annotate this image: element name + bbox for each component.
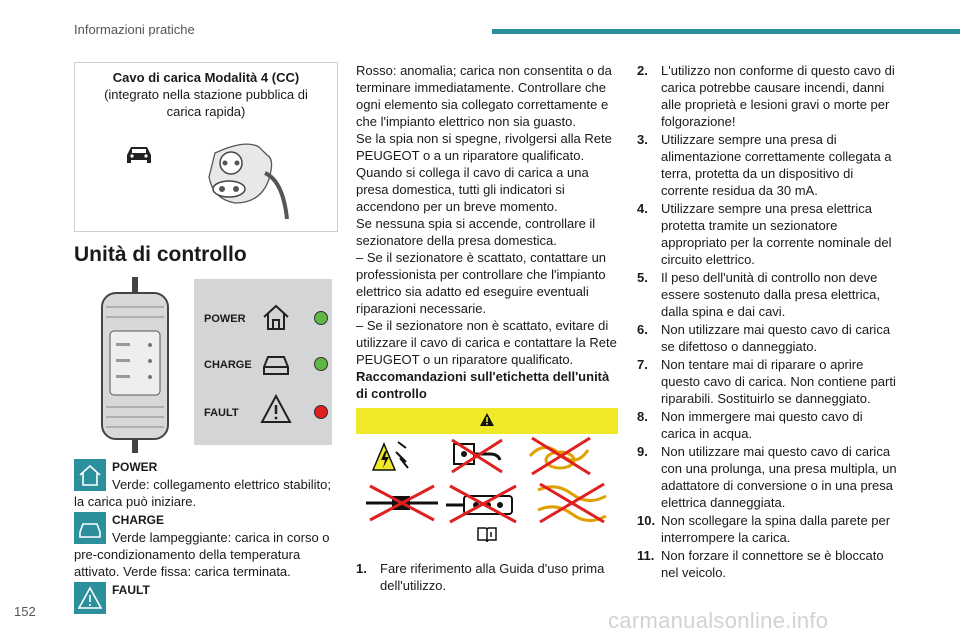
warning-icon bbox=[260, 393, 292, 425]
list-item bbox=[637, 269, 899, 320]
list-item bbox=[637, 200, 899, 268]
item-number: 3. bbox=[637, 132, 648, 147]
indicator-panel bbox=[194, 279, 332, 445]
label-warning-panel bbox=[356, 408, 618, 546]
item-number: 7. bbox=[637, 357, 648, 372]
fault-led bbox=[314, 405, 328, 419]
list-item bbox=[637, 443, 899, 511]
item-number: 9. bbox=[637, 444, 648, 459]
car-icon bbox=[260, 347, 292, 379]
home-icon bbox=[260, 301, 292, 333]
legend-text: Verde lampeggiante: carica in corso o pre-condizionamento della temperatura attivato. Verde fissa: carica terminata. bbox=[74, 530, 330, 579]
item-number: 4. bbox=[637, 201, 648, 216]
panel-label-charge: CHARGE bbox=[204, 359, 252, 371]
legend-title: FAULT bbox=[112, 583, 150, 597]
list-item bbox=[637, 512, 899, 546]
recommendations-list bbox=[637, 62, 899, 581]
fault-indicator-row bbox=[204, 391, 332, 427]
recommendations-list bbox=[356, 560, 620, 594]
warning-icon bbox=[74, 582, 106, 614]
paragraph: Quando si collega il cavo di carica a una presa domestica, tutti gli indicatori si accendono per un breve momento. bbox=[356, 165, 589, 214]
paragraph: Se nessuna spia si accende, controllare il sezionatore della presa domestica. bbox=[356, 216, 596, 248]
item-number: 6. bbox=[637, 322, 648, 337]
legend-charge bbox=[74, 512, 338, 544]
item-text: Il peso dell'unità di controllo non deve essere sostenuto dalla presa elettrica, dalla spina e dai cavi. bbox=[661, 270, 880, 319]
legend-title: POWER bbox=[112, 460, 158, 474]
item-text: Non scollegare la spina dalla parete per interrompere la carica. bbox=[661, 513, 891, 545]
electric-shock-icon bbox=[370, 438, 410, 474]
paragraph: – Se il sezionatore non è scattato, evitare di utilizzare il cavo di carica e contattare la Rete PEUGEOT o un riparatore qualificato. bbox=[356, 318, 617, 367]
item-number: 10. bbox=[637, 513, 656, 528]
item-text: Non immergere mai questo cavo di carica in acqua. bbox=[661, 409, 863, 441]
item-text: Non utilizzare mai questo cavo di carica con una prolunga, una presa multipla, un adattatore di conversione o in una presa elettrica danneggiata. bbox=[661, 444, 897, 510]
no-extension-cable-icon bbox=[362, 484, 442, 522]
panel-label-fault: FAULT bbox=[204, 407, 239, 419]
item-text: L'utilizzo non conforme di questo cavo di carica potrebbe causare incendi, danni alle proprietà e lesioni gravi o morte per folgorazione! bbox=[661, 63, 895, 129]
legend-fault bbox=[74, 582, 338, 614]
charge-indicator-row bbox=[204, 347, 332, 383]
item-text: Utilizzare sempre una presa elettrica protetta tramite un sezionatore appropriato per la corrente nominale del circuito elettrico. bbox=[661, 201, 892, 267]
item-text: Utilizzare sempre una presa di alimentazione correttamente collegata a terra, protetta da un dispositivo di corrente residua da 30 mA. bbox=[661, 132, 892, 198]
manual-book-icon bbox=[476, 526, 498, 544]
label-heading: Raccomandazioni sull'etichetta dell'unità di controllo bbox=[356, 369, 610, 401]
legend-text: Verde: collegamento elettrico stabilito; la carica può iniziare. bbox=[74, 477, 331, 509]
header-title: Informazioni pratiche bbox=[74, 22, 195, 37]
no-tangled-cable-icon bbox=[526, 436, 596, 476]
item-text: Non forzare il connettore se è bloccato nel veicolo. bbox=[661, 548, 884, 580]
list-item bbox=[637, 62, 899, 130]
list-item bbox=[356, 560, 620, 594]
no-water-icon bbox=[446, 438, 508, 474]
control-unit-device-image bbox=[86, 277, 186, 453]
panel-label-power: POWER bbox=[204, 313, 246, 325]
item-number: 5. bbox=[637, 270, 648, 285]
item-text: Fare riferimento alla Guida d'uso prima dell'utilizzo. bbox=[380, 561, 605, 593]
ccs-connector-icon bbox=[195, 133, 295, 225]
no-power-strip-icon bbox=[444, 484, 522, 524]
legend-title: CHARGE bbox=[112, 513, 165, 527]
legend-power bbox=[74, 459, 338, 491]
list-item bbox=[637, 356, 899, 407]
item-number: 1. bbox=[356, 561, 367, 576]
header-accent-bar bbox=[492, 29, 960, 34]
item-number: 2. bbox=[637, 63, 648, 78]
list-item bbox=[637, 321, 899, 355]
pictogram-area bbox=[356, 434, 618, 546]
cable-box-subtitle: (integrato nella stazione pubblica di carica rapida) bbox=[104, 87, 308, 119]
no-damaged-cable-icon bbox=[532, 480, 612, 526]
section-heading: Unità di controllo bbox=[74, 243, 247, 266]
paragraph: Se la spia non si spegne, rivolgersi alla Rete PEUGEOT o a un riparatore qualificato. bbox=[356, 131, 612, 163]
car-icon bbox=[123, 143, 155, 167]
list-item bbox=[637, 547, 899, 581]
cable-box-title: Cavo di carica Modalità 4 (CC) bbox=[112, 70, 300, 85]
cable-info-box bbox=[74, 62, 338, 232]
warning-icon bbox=[479, 412, 495, 428]
car-icon bbox=[74, 512, 106, 544]
item-text: Non tentare mai di riparare o aprire questo cavo di carica. Non contiene parti riparabili. Sostituirlo se danneggiato. bbox=[661, 357, 896, 406]
left-column bbox=[74, 62, 338, 614]
paragraph: – Se il sezionatore è scattato, contattare un professionista per controllare che l'impianto elettrico sia adatto ed eseguire eventuali riparazioni necessarie. bbox=[356, 250, 607, 316]
charge-led bbox=[314, 357, 328, 371]
item-text: Non utilizzare mai questo cavo di carica se difettoso o danneggiato. bbox=[661, 322, 891, 354]
watermark: carmanualsonline.info bbox=[608, 608, 829, 633]
home-icon bbox=[74, 459, 106, 491]
item-number: 11. bbox=[637, 548, 655, 563]
list-item bbox=[637, 131, 899, 199]
control-unit-figure bbox=[74, 277, 338, 453]
power-indicator-row bbox=[204, 301, 332, 337]
paragraph: Rosso: anomalia; carica non consentita o da terminare immediatamente. Controllare che ogni elemento sia collegato correttamente e che l'impianto elettrico non sia guasto. bbox=[356, 63, 612, 129]
page-number: 152 bbox=[14, 604, 36, 619]
middle-column bbox=[356, 62, 620, 595]
item-number: 8. bbox=[637, 409, 648, 424]
right-column bbox=[637, 62, 899, 582]
list-item bbox=[637, 408, 899, 442]
power-led bbox=[314, 311, 328, 325]
